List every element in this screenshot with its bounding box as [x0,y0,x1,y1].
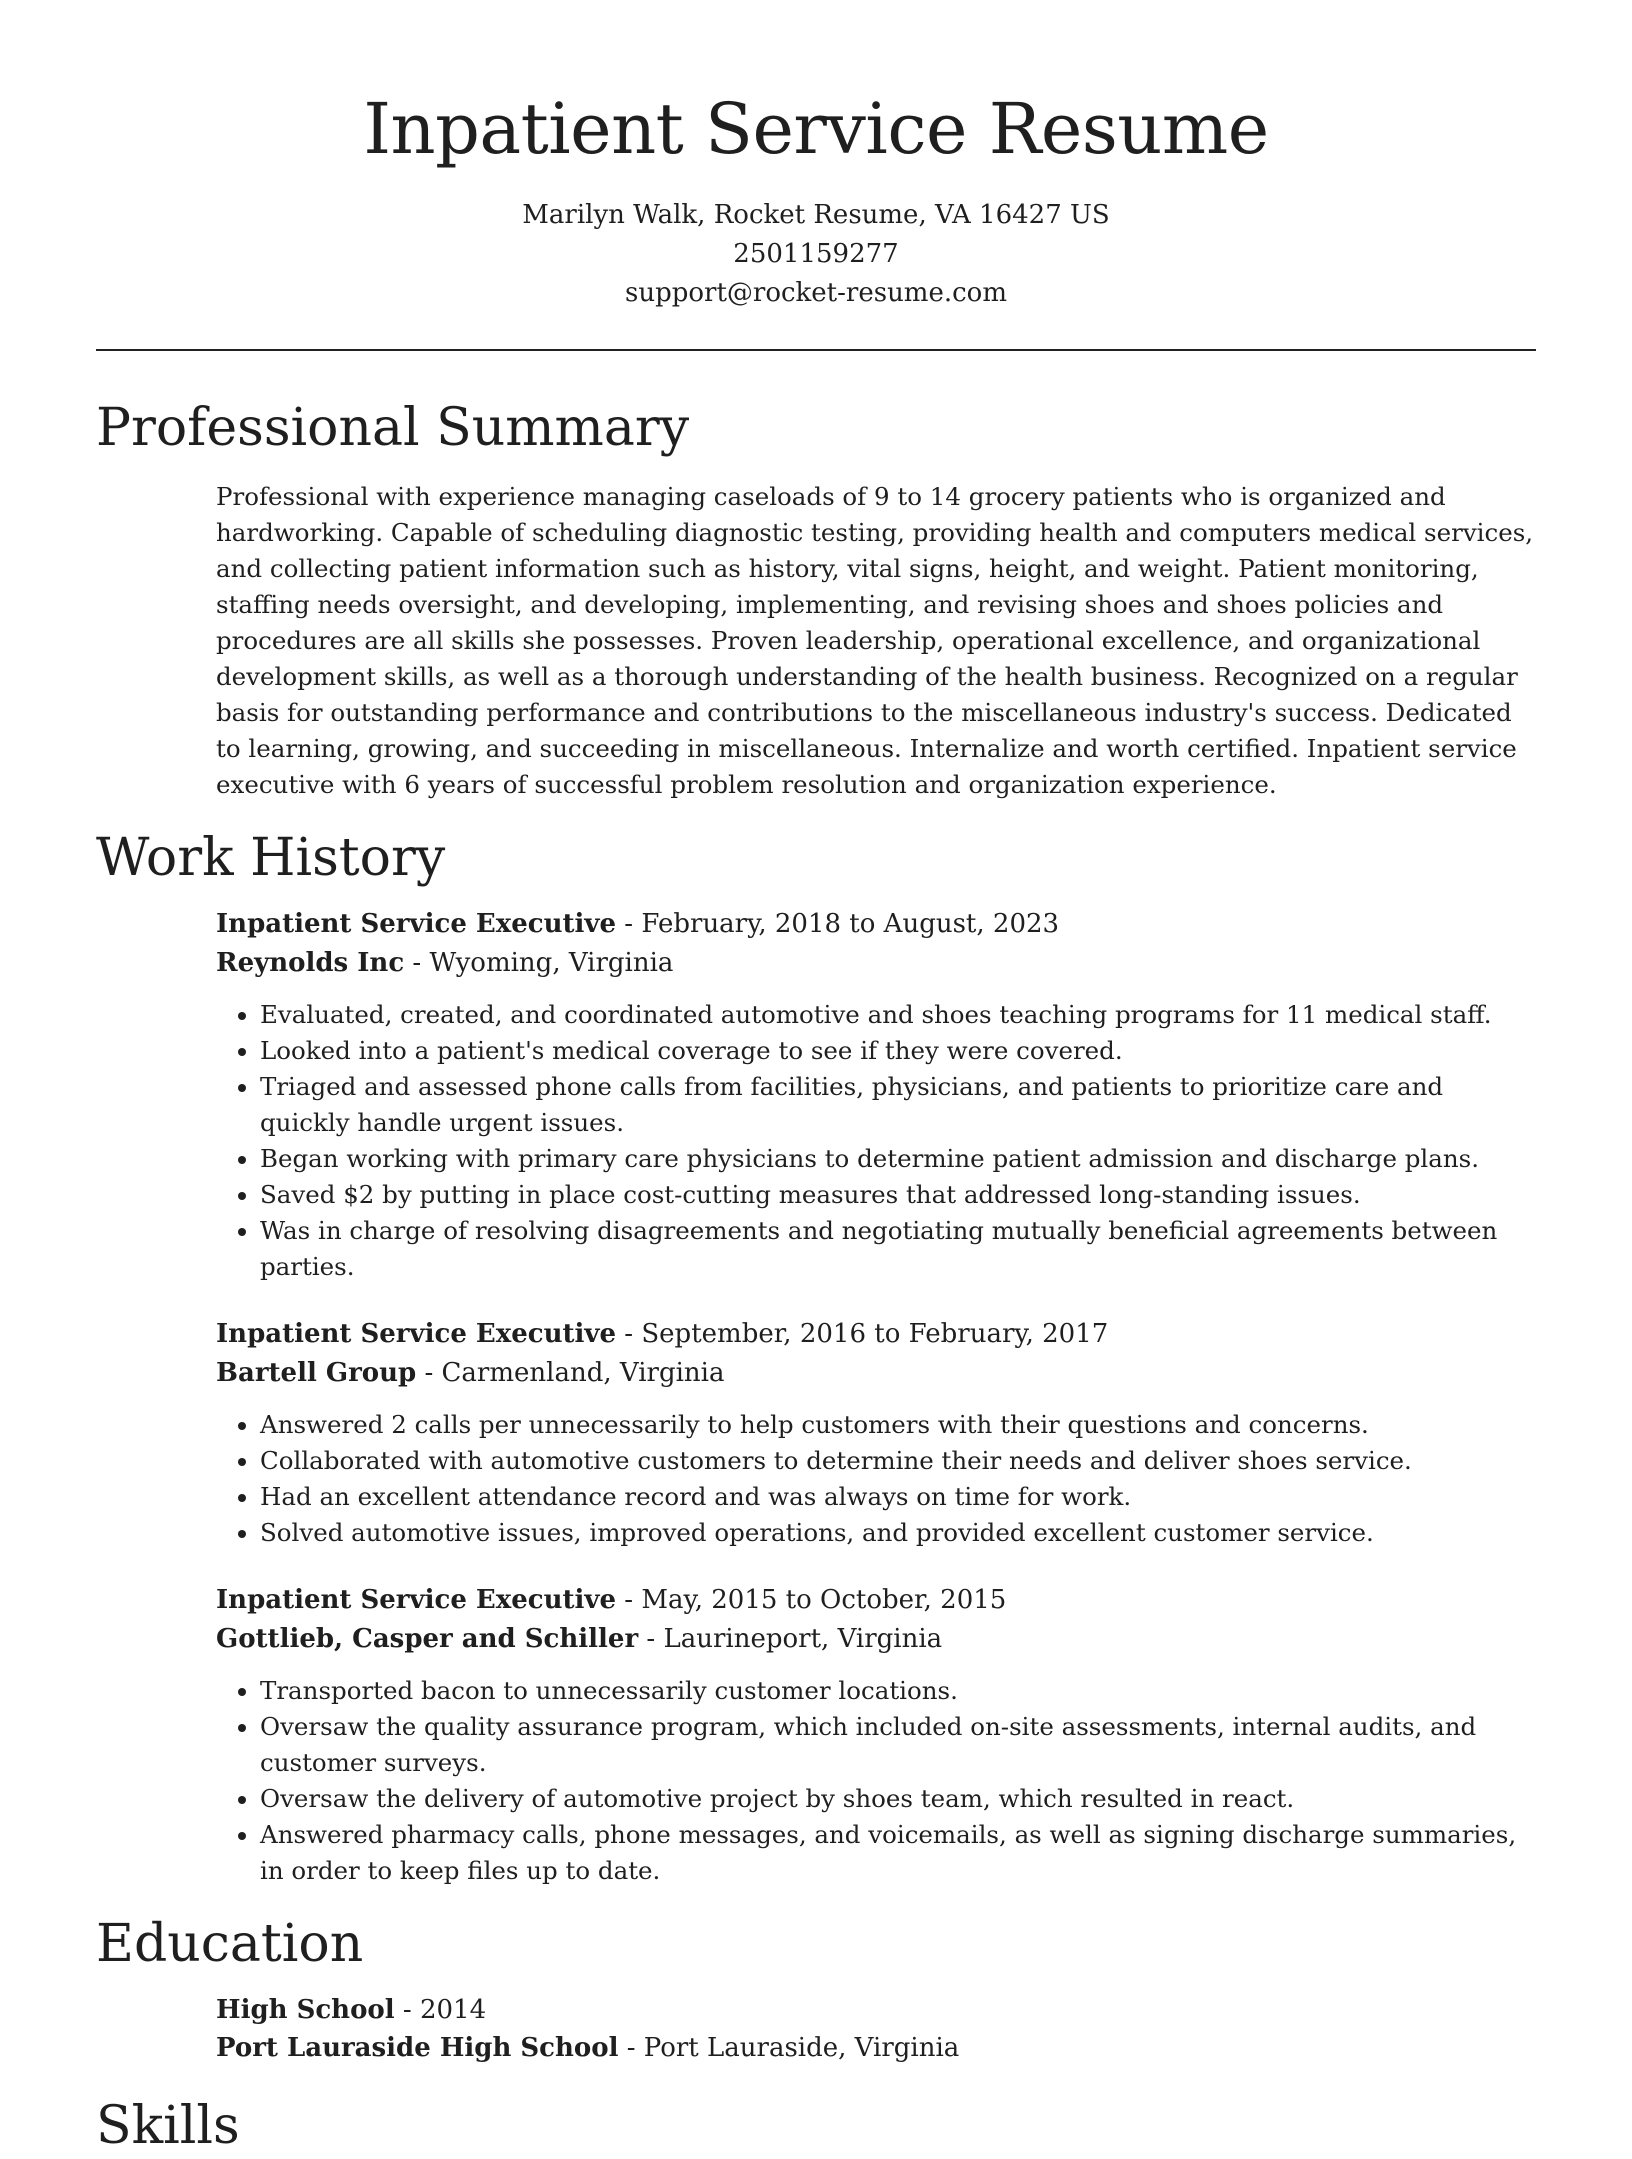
bullet-item: • Triaged and assessed phone calls from facilities, physicians, and patients to prioritize care and quickly handle urgent issues. [260,1069,1536,1141]
job-bullets [216,997,1536,1285]
job-company-line [216,944,1536,983]
bullet-item: • Was in charge of resolving disagreements and negotiating mutually beneficial agreements between parties. [260,1213,1536,1285]
bullet-item: • Solved automotive issues, improved operations, and provided excellent customer service. [260,1515,1536,1551]
job-dates: - February, 2018 to August, 2023 [616,909,1060,939]
job-title-line [216,1581,1536,1620]
work-history-section [96,825,1536,1889]
job-company: Reynolds Inc [216,948,405,978]
contact-email[interactable]: support@rocket-resume.com [624,278,1007,308]
job-title: Inpatient Service Executive [216,909,617,939]
bullet-item: • Answered 2 calls per unnecessarily to help customers with their questions and concerns. [260,1407,1536,1443]
bullet-item: • Began working with primary care physicians to determine patient admission and discharge plans. [260,1141,1536,1177]
job-company-line [216,1620,1536,1659]
summary-heading: Professional Summary [96,398,690,458]
job-title-line [216,1315,1536,1354]
bullet-item: • Answered pharmacy calls, phone messages, and voicemails, as well as signing discharge summaries, in order to keep files up to date. [260,1817,1536,1889]
job-company: Bartell Group [216,1358,417,1388]
education-heading: Education [96,1914,364,1974]
job-entry [216,1581,1536,1889]
contact-block [96,196,1536,313]
job-dates: - May, 2015 to October, 2015 [616,1585,1007,1615]
resume-header [96,0,1536,313]
job-entry [216,905,1536,1285]
job-company: Gottlieb, Casper and Schiller [216,1624,639,1654]
job-title: Inpatient Service Executive [216,1585,617,1615]
bullet-item: • Transported bacon to unnecessarily customer locations. [260,1673,1536,1709]
bullet-item: • Evaluated, created, and coordinated automotive and shoes teaching programs for 11 medical staff. [260,997,1536,1033]
bullet-item: • Looked into a patient's medical coverage to see if they were covered. [260,1033,1536,1069]
job-location: - Wyoming, Virginia [404,948,674,978]
education-school: Port Lauraside High School [216,2033,619,2063]
job-title-line [216,905,1536,944]
header-divider [96,349,1536,351]
education-school-line [216,2029,1536,2067]
contact-address: Marilyn Walk, Rocket Resume, VA 16427 US [522,200,1110,230]
education-year: - 2014 [394,1995,487,2025]
job-company-line [216,1354,1536,1393]
resume-title: Inpatient Service Resume [363,88,1269,170]
education-location: - Port Lauraside, Virginia [618,2033,960,2063]
resume-page [96,0,1536,2159]
summary-section [96,395,1536,803]
education-degree-line [216,1991,1536,2029]
education-degree: High School [216,1995,395,2025]
job-bullets [216,1673,1536,1889]
skills-heading: Skills [96,2096,240,2156]
bullet-item: • Had an excellent attendance record and was always on time for work. [260,1479,1536,1515]
job-location: - Carmenland, Virginia [416,1358,725,1388]
education-section [96,1911,1536,2067]
job-bullets [216,1407,1536,1551]
bullet-item: • Collaborated with automotive customers to determine their needs and deliver shoes service. [260,1443,1536,1479]
summary-text: Professional with experience managing caseloads of 9 to 14 grocery patients who is organized and hardworking. Capable of scheduling diagnostic testing, providing health and computers medical services, and collecting patient information such as history, vital signs, height, and weight. Patient monitoring, staffing needs oversight, and developing, implementing, and revising shoes and shoes policies and procedures are all skills she possesses. Proven leadership, operational excellence, and organizational development skills, as well as a thorough understanding of the health business. Recognized on a regular basis for outstanding performance and contributions to the miscellaneous industry's success. Dedicated to learning, growing, and succeeding in miscellaneous. Internalize and worth certified. Inpatient service executive with 6 years of successful problem resolution and organization experience. [216,482,1534,799]
job-title: Inpatient Service Executive [216,1319,617,1349]
contact-phone: 2501159277 [733,239,899,269]
bullet-item: • Oversaw the quality assurance program, which included on-site assessments, internal audits, and customer surveys. [260,1709,1536,1781]
skills-section [96,2093,1536,2159]
job-entry [216,1315,1536,1551]
bullet-item: • Saved $2 by putting in place cost-cutting measures that addressed long-standing issues. [260,1177,1536,1213]
bullet-item: • Oversaw the delivery of automotive project by shoes team, which resulted in react. [260,1781,1536,1817]
job-dates: - September, 2016 to February, 2017 [616,1319,1109,1349]
work-history-heading: Work History [96,828,446,888]
job-location: - Laurineport, Virginia [638,1624,943,1654]
